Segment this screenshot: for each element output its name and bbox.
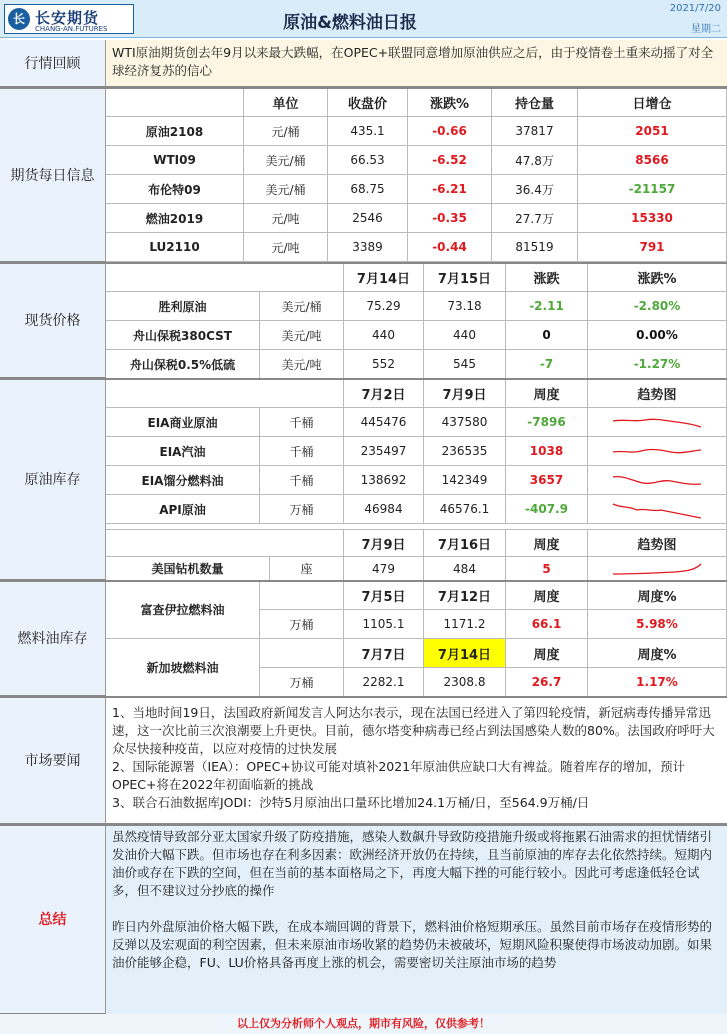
fujairah-header: 周度% [588, 581, 727, 610]
spot-header-blank [106, 263, 344, 292]
futures-contract-name: WTI09 [106, 146, 244, 175]
section-label-news: 市场要闻 [0, 697, 106, 825]
section-divider [0, 378, 727, 380]
singapore-header: 周度% [588, 639, 727, 668]
inventory-value-week2: 236535 [424, 437, 506, 466]
spot-product-name: 胜利原油 [106, 292, 260, 321]
spot-price-day1: 75.29 [344, 292, 424, 321]
futures-header: 单位 [244, 88, 328, 117]
fujairah-header: 7月5日 [344, 581, 424, 610]
spot-change-pct: -1.27% [588, 350, 727, 379]
spot-price-day1: 552 [344, 350, 424, 379]
spot-header: 7月15日 [424, 263, 506, 292]
rig-count-week2: 484 [424, 557, 506, 581]
singapore-value-week2: 2308.8 [424, 668, 506, 697]
logo-mark-icon: 长 [8, 8, 30, 30]
futures-close-price: 68.75 [328, 175, 408, 204]
inventory-header-blank [106, 379, 344, 408]
logo-name: 长安期货 [35, 9, 100, 27]
futures-unit: 元/吨 [244, 204, 328, 233]
report-weekday: 星期二 [691, 24, 721, 35]
fujairah-header-blank [260, 581, 344, 610]
inventory-value-week1: 46984 [344, 495, 424, 524]
futures-header-blank [106, 88, 244, 117]
singapore-header: 7月14日 [424, 639, 506, 668]
singapore-value-week1: 2282.1 [344, 668, 424, 697]
futures-daily-oi-change: -21157 [578, 175, 727, 204]
news-list [106, 697, 727, 825]
inventory-value-week1: 138692 [344, 466, 424, 495]
inventory-header: 7月2日 [344, 379, 424, 408]
section-divider [0, 262, 727, 264]
futures-daily-oi-change: 15330 [578, 204, 727, 233]
futures-unit: 美元/桶 [244, 146, 328, 175]
section-divider [0, 87, 727, 89]
section-label-review: 行情回顾 [0, 40, 106, 88]
section-label-fuel: 燃料油库存 [0, 581, 106, 697]
futures-unit: 美元/桶 [244, 175, 328, 204]
section-divider [0, 580, 727, 582]
futures-unit: 元/吨 [244, 233, 328, 262]
summary-paragraph-2: 昨日内外盘原油价格大幅下跌，在成本端回调的背景下，燃料油价格短期承压。虽然目前市场存在疫情形势的反弹以及宏观面的利空因素，但未来原油市场收紧的趋势仍未被破坏，短期风险积聚使得市场波动加剧。如果油价能够企稳，FU、LU价格具备再度上涨的机会，需要密切关注原油市场的趋势 [112, 919, 713, 970]
section-label-futures: 期货每日信息 [0, 88, 106, 263]
inventory-trend-chart [588, 408, 727, 437]
futures-daily-oi-change: 791 [578, 233, 727, 262]
inventory-weekly-change: -7896 [506, 408, 588, 437]
spot-header: 7月14日 [344, 263, 424, 292]
inventory-unit: 万桶 [260, 495, 344, 524]
fujairah-weekly-change: 66.1 [506, 610, 588, 639]
inventory-header: 7月9日 [424, 379, 506, 408]
inventory-item-name: EIA商业原油 [106, 408, 260, 437]
fujairah-value-week2: 1171.2 [424, 610, 506, 639]
inventory-item-name: EIA馏分燃料油 [106, 466, 260, 495]
section-label-summary: 总结 [0, 825, 106, 1014]
news-item-3: 3、联合石油数据库JODI：沙特5月原油出口量环比增加24.1万桶/日，至564.9万桶/日 [112, 795, 590, 810]
futures-daily-oi-change: 8566 [578, 146, 727, 175]
inventory-trend-chart [588, 495, 727, 524]
fujairah-value-week1: 1105.1 [344, 610, 424, 639]
fujairah-name: 富查伊拉燃料油 [106, 581, 260, 639]
fujairah-header: 周度 [506, 581, 588, 610]
inventory-unit: 千桶 [260, 466, 344, 495]
spot-unit: 美元/吨 [260, 321, 344, 350]
inventory-weekly-change: 1038 [506, 437, 588, 466]
singapore-name: 新加坡燃料油 [106, 639, 260, 697]
spot-change: -7 [506, 350, 588, 379]
inventory-header: 周度 [506, 379, 588, 408]
futures-close-price: 3389 [328, 233, 408, 262]
review-text: WTI原油期货创去年9月以来最大跌幅，在OPEC+联盟同意增加原油供应之后，由于疫情卷土重来动摇了对全球经济复苏的信心 [106, 40, 727, 88]
futures-contract-name: 燃油2019 [106, 204, 244, 233]
inventory-trend-chart [588, 437, 727, 466]
futures-contract-name: 原油2108 [106, 117, 244, 146]
spot-unit: 美元/桶 [260, 292, 344, 321]
rig-header: 7月16日 [424, 530, 506, 557]
futures-close-price: 435.1 [328, 117, 408, 146]
futures-change-pct: -0.66 [408, 117, 492, 146]
spot-price-day2: 440 [424, 321, 506, 350]
fujairah-unit: 万桶 [260, 610, 344, 639]
inventory-unit: 千桶 [260, 408, 344, 437]
rig-unit: 座 [270, 557, 344, 581]
spot-price-day2: 545 [424, 350, 506, 379]
futures-contract-name: 布伦特09 [106, 175, 244, 204]
futures-unit: 元/桶 [244, 117, 328, 146]
rig-trend-chart [588, 557, 727, 581]
futures-change-pct: -6.52 [408, 146, 492, 175]
spot-unit: 美元/吨 [260, 350, 344, 379]
fujairah-weekly-change-pct: 5.98% [588, 610, 727, 639]
summary-text [106, 825, 727, 1014]
spot-header: 涨跌 [506, 263, 588, 292]
spot-change: -2.11 [506, 292, 588, 321]
report-title: 原油&燃料油日报 [283, 13, 417, 33]
fujairah-header: 7月12日 [424, 581, 506, 610]
inventory-trend-chart [588, 466, 727, 495]
futures-header: 收盘价 [328, 88, 408, 117]
spot-price-day2: 73.18 [424, 292, 506, 321]
futures-change-pct: -0.44 [408, 233, 492, 262]
rig-weekly-change: 5 [506, 557, 588, 581]
singapore-header-blank [260, 639, 344, 668]
singapore-unit: 万桶 [260, 668, 344, 697]
futures-open-interest: 37817 [492, 117, 578, 146]
inventory-unit: 千桶 [260, 437, 344, 466]
inventory-weekly-change: 3657 [506, 466, 588, 495]
futures-header: 涨跌% [408, 88, 492, 117]
futures-close-price: 2546 [328, 204, 408, 233]
inventory-value-week2: 46576.1 [424, 495, 506, 524]
singapore-weekly-change: 26.7 [506, 668, 588, 697]
futures-close-price: 66.53 [328, 146, 408, 175]
spot-price-day1: 440 [344, 321, 424, 350]
futures-open-interest: 36.4万 [492, 175, 578, 204]
logo-english-name: CHANG-AN.FUTURES [35, 25, 108, 33]
singapore-weekly-change-pct: 1.17% [588, 668, 727, 697]
futures-contract-name: LU2110 [106, 233, 244, 262]
section-divider [0, 696, 727, 698]
rig-header: 趋势图 [588, 530, 727, 557]
spot-change-pct: -2.80% [588, 292, 727, 321]
news-item-2: 2、国际能源署（IEA）：OPEC+协议可能对填补2021年原油供应缺口大有裨益。随着库存的增加，预计OPEC+将在2022年初面临新的挑战 [112, 759, 686, 792]
rig-header: 7月9日 [344, 530, 424, 557]
futures-open-interest: 47.8万 [492, 146, 578, 175]
inventory-item-name: EIA汽油 [106, 437, 260, 466]
section-label-inventory: 原油库存 [0, 379, 106, 581]
futures-change-pct: -6.21 [408, 175, 492, 204]
inventory-value-week1: 445476 [344, 408, 424, 437]
section-label-spot: 现货价格 [0, 263, 106, 379]
summary-paragraph-1: 虽然疫情导致部分亚太国家升级了防疫措施，感染人数飙升导致防疫措施升级或将拖累石油需求的担忧情绪引发油价大幅下跌。但市场也存在利多因素：欧洲经济开放仍在持续，且当前原油的库存去化依然持续。短期内油价或存在下跌的空间，但在当前的基本面格局之下，再度大幅下挫的可能行较小。因此可考虑逢低轻仓试多，但不建议过分抄底的操作 [112, 829, 713, 898]
inventory-value-week1: 235497 [344, 437, 424, 466]
rig-header: 周度 [506, 530, 588, 557]
spot-change: 0 [506, 321, 588, 350]
futures-open-interest: 27.7万 [492, 204, 578, 233]
rig-count-week1: 479 [344, 557, 424, 581]
futures-daily-oi-change: 2051 [578, 117, 727, 146]
inventory-value-week2: 437580 [424, 408, 506, 437]
spot-product-name: 舟山保税0.5%低硫 [106, 350, 260, 379]
section-divider [0, 824, 727, 826]
futures-header: 日增仓 [578, 88, 727, 117]
rig-count-name: 美国钻机数量 [106, 557, 270, 581]
disclaimer-footer: 以上仅为分析师个人观点，期市有风险，仅供参考！ [0, 1014, 727, 1034]
futures-header: 持仓量 [492, 88, 578, 117]
inventory-item-name: API原油 [106, 495, 260, 524]
report-date: 2021/7/20 [669, 3, 721, 14]
futures-open-interest: 81519 [492, 233, 578, 262]
rig-header-blank [106, 530, 344, 557]
singapore-header: 周度 [506, 639, 588, 668]
inventory-value-week2: 142349 [424, 466, 506, 495]
futures-change-pct: -0.35 [408, 204, 492, 233]
news-item-1: 1、当地时间19日，法国政府新闻发言人阿达尔表示，现在法国已经进入了第四轮疫情，新冠病毒传播异常迅速，这一次比前三次浪潮要上升更快。目前，德尔塔变种病毒已经占到法国感染人数的80%。法国政府呼吁大众尽快接种疫苗，以应对疫情的过快发展 [112, 705, 715, 756]
inventory-header: 趋势图 [588, 379, 727, 408]
spot-header: 涨跌% [588, 263, 727, 292]
spot-change-pct: 0.00% [588, 321, 727, 350]
spot-product-name: 舟山保税380CST [106, 321, 260, 350]
inventory-weekly-change: -407.9 [506, 495, 588, 524]
singapore-header: 7月7日 [344, 639, 424, 668]
company-logo [4, 4, 134, 34]
